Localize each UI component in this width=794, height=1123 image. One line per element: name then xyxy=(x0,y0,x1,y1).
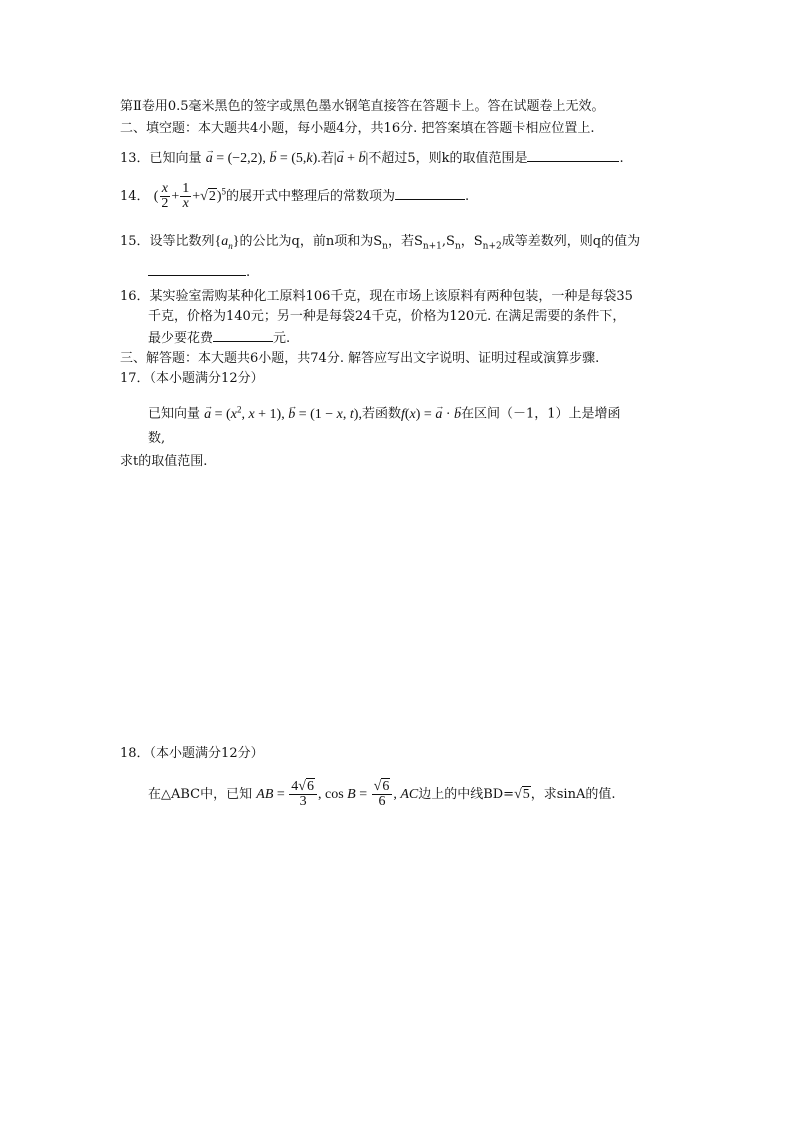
answer-blank-16[interactable] xyxy=(213,328,273,342)
question-15: 15．设等比数列$\{a_n\}$的公比为q，前n项和为$S_n$，若$S_{n+1},S_n$，$S_{n+2}$成等差数列，则q的值为 xyxy=(120,234,641,252)
answer-blank-13[interactable] xyxy=(527,148,619,162)
question-18-body: 在△ABC中，已知 AB = $\frac{4√6}{3}$ , cos B = $\frac{√6}{6}$ , AC边上的中线BD=√5，求sinA的值. xyxy=(148,779,616,809)
answer-blank-15[interactable]: . xyxy=(148,262,250,282)
section-heading-fill-in: 二、填空题：本大题共4小题，每小题4分，共16分. 把答案填在答题卡相应位置上. xyxy=(120,121,595,136)
question-17-title: 17．（本小题满分12分） xyxy=(120,371,264,386)
question-16-line-3: 最少要花费 元. xyxy=(148,328,290,348)
exam-instruction: 第Ⅱ卷用0.5毫米黑色的签字或黑色墨水钢笔直接答在答题卡上。答在试题卷上无效。 xyxy=(120,99,605,114)
question-17-ask: 求t的取值范围. xyxy=(120,454,208,469)
question-17-body: 已知向量 → $a = (x^2$, x + 1), → b = (1 − x, t),若函数f(x) = → a · → b在区间（－1，1）上是增函 xyxy=(148,400,621,424)
question-17-cont: 数, xyxy=(148,431,166,446)
question-16-line-2: 千克，价格为140元；另一种是每袋24千克，价格为120元. 在满足需要的条件下， xyxy=(148,309,626,324)
question-13: 13．已知向量 → a = (−2,2), → b = (5,k).若|→ a + → b|不超过5，则k的取值范围是 . xyxy=(120,148,624,168)
section-heading-solutions: 三、解答题：本大题共6小题，共74分. 解答应写出文字说明、证明过程或演算步骤. xyxy=(120,351,600,366)
question-18-title: 18．（本小题满分12分） xyxy=(120,746,264,761)
question-16-line-1: 16．某实验室需购某种化工原料106千克，现在市场上该原料有两种包装，一种是每袋35 xyxy=(120,289,633,304)
question-14: 14． ( $\frac{x}{2}$ + $\frac{1}{x}$ +√2)$^5$的展开式中整理后的常数项为 . xyxy=(120,181,470,211)
answer-blank-14[interactable] xyxy=(395,186,465,200)
